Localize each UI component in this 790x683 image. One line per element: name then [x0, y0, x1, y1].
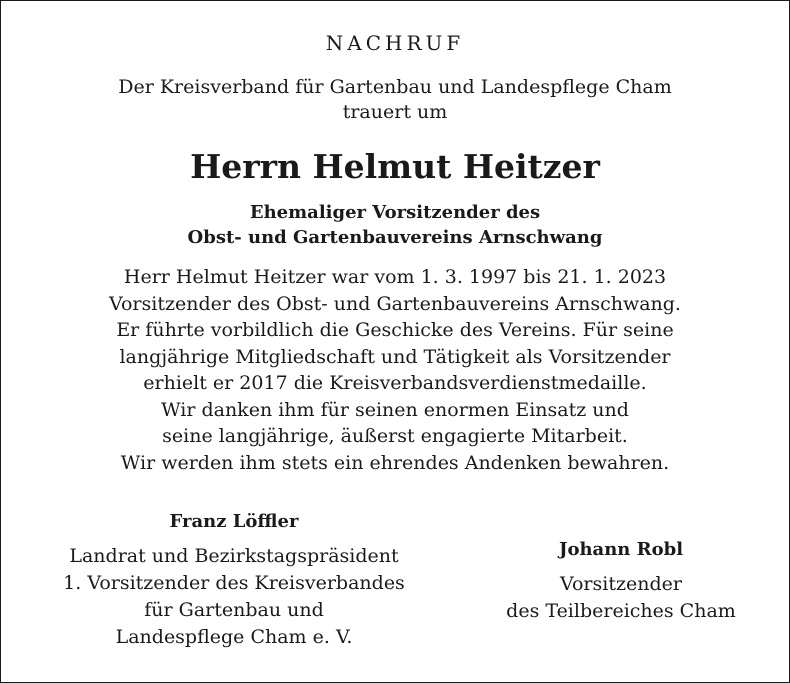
signature-left-title-line: für Gartenbau und	[144, 599, 324, 621]
intro-text	[0, 75, 790, 125]
body-line: Herr Helmut Heitzer war vom 1. 3. 1997 bis 21. 1. 2023	[123, 266, 667, 288]
signature-right-name: Johann Robl	[558, 539, 684, 560]
body-line: Wir danken ihm für seinen enormen Einsatz und	[161, 398, 629, 421]
signature-left-title-line: 1. Vorsitzender des Kreisverbandes	[63, 572, 405, 594]
body-line: Vorsitzender des Obst- und Gartenbauvereins Arnschwang.	[109, 292, 681, 315]
signature-left-title-line: Landespflege Cham e. V.	[115, 626, 353, 648]
signature-left-title-line: Landrat und Bezirkstagspräsident	[69, 545, 399, 567]
signature-right-title-line: Vorsitzender	[560, 573, 682, 595]
intro-line: Der Kreisverband für Gartenbau und Landespflege Cham	[118, 76, 672, 98]
body-line: langjährige Mitgliedschaft und Tätigkeit als Vorsitzender	[119, 345, 671, 368]
signature-left-name: Franz Löffler	[169, 511, 299, 532]
signature-right-title-line: des Teilbereiches Cham	[506, 600, 736, 622]
body-line: seine langjährige, äußerst engagierte Mitarbeit.	[162, 425, 628, 447]
notice-body	[0, 264, 790, 476]
body-line: erhielt er 2017 die Kreisverbandsverdienstmedaille.	[143, 372, 647, 394]
deceased-role	[0, 200, 790, 250]
signature-left-title	[16, 543, 452, 651]
role-line: Obst- und Gartenbauvereins Arnschwang	[187, 227, 603, 248]
role-line: Ehemaliger Vorsitzender des	[249, 202, 541, 223]
deceased-name: Herrn Helmut Heitzer	[190, 147, 600, 186]
intro-line: trauert um	[342, 101, 448, 123]
body-line: Wir werden ihm stets ein ehrendes Andenken bewahren.	[120, 451, 670, 474]
notice-heading: NACHRUF	[325, 31, 465, 55]
body-line: Er führte vorbildlich die Geschicke des Vereins. Für seine	[116, 319, 674, 341]
signature-right-title	[458, 571, 784, 625]
